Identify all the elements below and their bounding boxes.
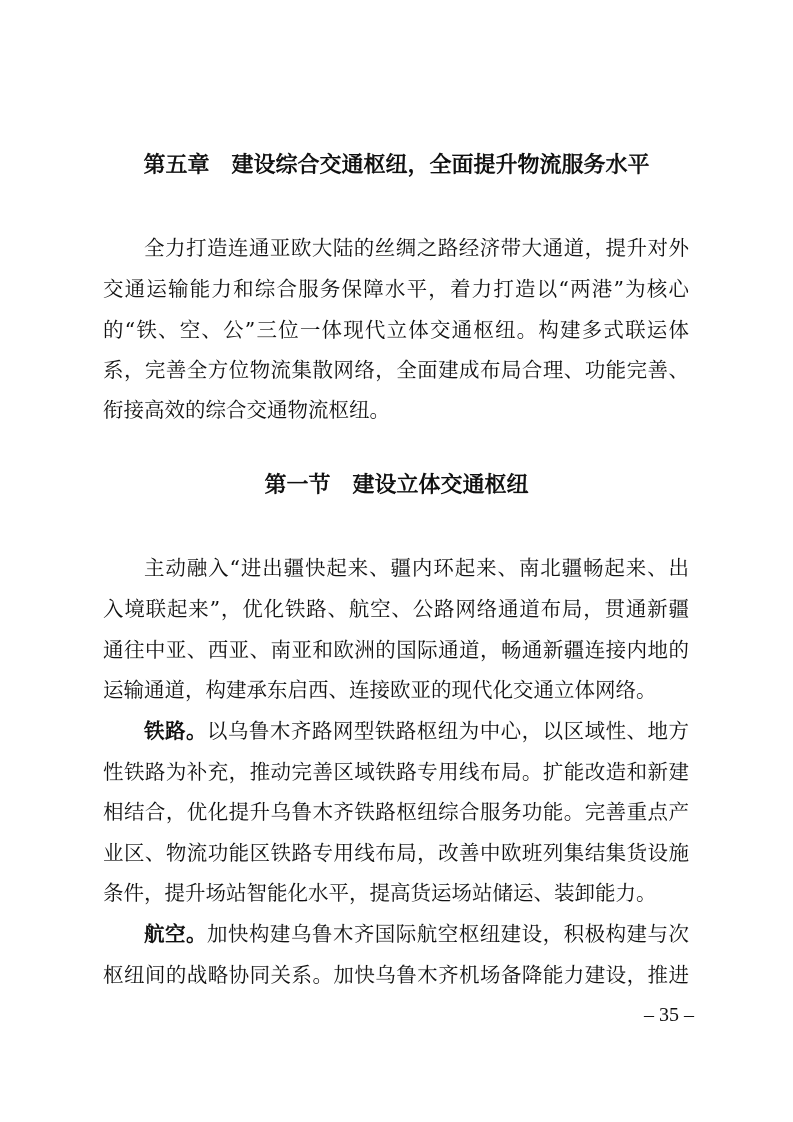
- paragraph-line: 全力打造连通亚欧大陆的丝绸之路经济带大通道，提升对外: [144, 236, 689, 260]
- paragraph-line: 枢纽间的战略协同关系。加快乌鲁木齐机场备降能力建设，推进: [103, 963, 689, 987]
- paragraph-line: 的“铁、空、公”三位一体现代立体交通枢纽。构建多式联运体: [103, 318, 689, 342]
- paragraph-line: 系，完善全方位物流集散网络，全面建成布局合理、功能完善、: [103, 358, 689, 382]
- aviation-term: 航空。: [144, 922, 207, 946]
- page-number: – 35 –: [644, 1004, 694, 1026]
- paragraph-line: 主动融入“进出疆快起来、疆内环起来、南北疆畅起来、出: [144, 556, 689, 580]
- paragraph-line: 性铁路为补充，推动完善区域铁路专用线布局。扩能改造和新建: [103, 760, 689, 784]
- section-title: 第一节 建设立体交通枢纽: [264, 473, 529, 498]
- chapter-title: 第五章 建设综合交通枢纽，全面提升物流服务水平: [143, 153, 650, 178]
- railway-first-line: 以乌鲁木齐路网型铁路枢纽为中心，以区域性、地方: [206, 719, 690, 743]
- paragraph-line: [144, 914, 689, 954]
- paragraph-line: 交通运输能力和综合服务保障水平，着力打造以“两港”为核心: [103, 277, 689, 301]
- paragraph-line: 入境联起来”，优化铁路、航空、公路网络通道布局，贯通新疆: [103, 597, 689, 621]
- paragraph-line: 业区、物流功能区铁路专用线布局，改善中欧班列集结集货设施: [103, 841, 689, 865]
- paragraph-line: 运输通道，构建承东启西、连接欧亚的现代化交通立体网络。: [103, 678, 657, 702]
- paragraph-line: [144, 711, 689, 751]
- paragraph-line: 通往中亚、西亚、南亚和欧洲的国际通道，畅通新疆连接内地的: [103, 638, 689, 662]
- paragraph-line: 条件，提升场站智能化水平，提高货运场站储运、装卸能力。: [103, 881, 657, 905]
- paragraph-line: 相结合，优化提升乌鲁木齐铁路枢纽综合服务功能。完善重点产: [103, 800, 689, 824]
- railway-term: 铁路。: [144, 719, 207, 743]
- paragraph-line: 衔接高效的综合交通物流枢纽。: [103, 398, 390, 422]
- aviation-first-line: 加快构建乌鲁木齐国际航空枢纽建设，积极构建与次: [206, 922, 690, 946]
